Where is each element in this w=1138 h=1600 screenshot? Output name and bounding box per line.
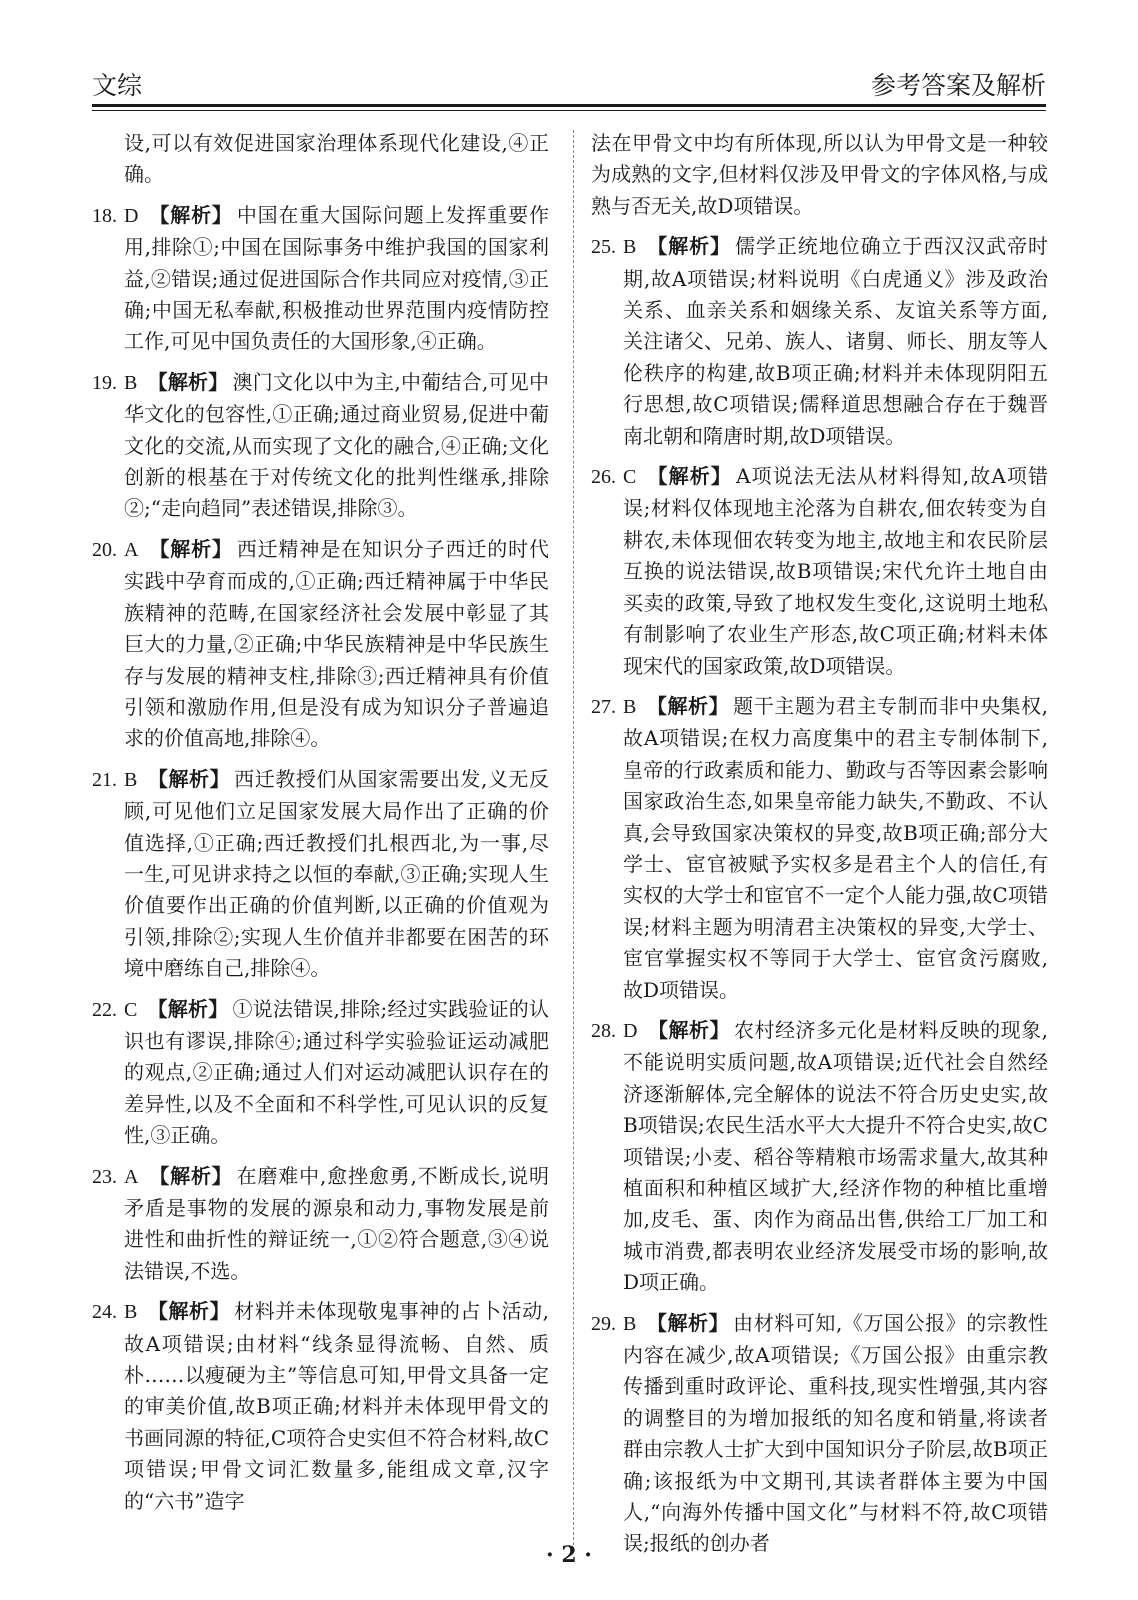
analysis-text: 农村经济多元化是材料反映的现象,不能说明实质问题,故A项错误;近代社会自然经济逐渐解体,完全解体的说法不符合历史史实,故B项错误;农民生活水平大大提升不符合史实,故C项错误;小麦、稻谷等精粮市场需求量大,故其种植面积和种植区域扩大,经济作物的种植比重增加,皮毛、蛋、肉作为商品出售,供给工厂加工和城市消费,都表明农业经济发展受市场的影响,故D项正确。 bbox=[623, 1017, 1048, 1295]
question-number: 22. bbox=[92, 998, 117, 1021]
analysis-tag: 【解析】 bbox=[147, 766, 231, 791]
answer-letter: D bbox=[124, 204, 139, 227]
analysis-text: 在磨难中,愈挫愈勇,不断成长,说明矛盾是事物的发展的源泉和动力,事物发展是前进性和曲折性的辩证统一,①②符合题意,③④说法错误,不选。 bbox=[124, 1163, 550, 1283]
continuation-text: 法在甲骨文中均有所体现,所以认为甲骨文是一种较为成熟的文字,但材料仅涉及甲骨文的字体风格,与成熟与否无关,故D项错误。 bbox=[591, 131, 1048, 218]
question-number: 21. bbox=[92, 768, 117, 791]
header-subject: 文综 bbox=[92, 71, 143, 100]
analysis-tag: 【解析】 bbox=[147, 369, 229, 394]
page-number: · 2 · bbox=[546, 1542, 592, 1568]
analysis-tag: 【解析】 bbox=[646, 464, 732, 489]
analysis-tag: 【解析】 bbox=[647, 1017, 730, 1042]
question-number: 20. bbox=[92, 538, 117, 561]
analysis-text: 儒学正统地位确立于西汉汉武帝时期,故A项错误;材料说明《白虎通义》涉及政治关系、血亲关系和姻缘关系、友谊关系等方面,关注诸父、兄弟、族人、诸舅、师长、朋友等人伦秩序的构建,故B项正确;材料并未体现阴阳五行思想,故C项错误;儒释道思想融合存在于魏晋南北朝和隋唐时期,故D项错误。 bbox=[623, 234, 1049, 448]
column-divider bbox=[573, 130, 574, 1550]
answer-item bbox=[92, 1161, 549, 1288]
question-number: 18. bbox=[92, 204, 117, 227]
answer-letter: C bbox=[124, 998, 138, 1021]
analysis-text: 题干主题为君主专制而非中央集权,故A项错误;在权力高度集中的君主专制体制下,皇帝的行政素质和能力、勤政与否等因素会影响国家政治生态,如果皇帝能力缺失,不勤政、不认真,会导致国家决策权的异变,故B项正确;部分大学士、宦官被赋予实权多是君主个人的信任,有实权的大学士和宦官不一定个人能力强,故C项错误;材料主题为明清君主决策权的异变,大学士、宦官掌握实权不等同于大学士、宦官贪污腐败,故D项错误。 bbox=[623, 693, 1049, 1002]
header-section-title: 参考答案及解析 bbox=[870, 71, 1046, 100]
question-number: 24. bbox=[92, 1301, 117, 1324]
answer-item bbox=[92, 534, 549, 755]
answer-item bbox=[92, 1296, 549, 1517]
answer-item bbox=[591, 1308, 1048, 1560]
answer-letter: B bbox=[124, 768, 138, 791]
answer-letter: B bbox=[623, 236, 637, 259]
answer-letter: B bbox=[623, 1312, 637, 1335]
header-rule-thin bbox=[92, 110, 1046, 111]
answer-item bbox=[92, 367, 549, 525]
analysis-text: A项说法无法从材料得知,故A项错误;材料仅体现地主沦落为自耕农,佃农转变为自耕农,未体现佃农转变为地主,故地主和农民阶层互换的说法错误,故B项错误;宋代允许土地自由买卖的政策,导致了地权发生变化,这说明土地私有制影响了农业生产形态,故C项正确;材料未体现宋代的国家政策,故D项错误。 bbox=[623, 464, 1049, 678]
question-number: 28. bbox=[591, 1019, 616, 1042]
header-rule-thick bbox=[92, 104, 1046, 107]
answer-item bbox=[591, 1015, 1048, 1299]
answer-letter: C bbox=[623, 466, 637, 489]
continuation-text: 设,可以有效促进国家治理体系现代化建设,④正确。 bbox=[124, 131, 549, 187]
answer-letter: B bbox=[124, 371, 138, 394]
page-header bbox=[92, 66, 1046, 102]
question-number: 25. bbox=[591, 236, 616, 259]
answer-letter: A bbox=[124, 1165, 139, 1188]
answer-item bbox=[591, 461, 1048, 682]
analysis-tag: 【解析】 bbox=[148, 1163, 233, 1188]
question-number: 23. bbox=[92, 1165, 117, 1188]
analysis-text: 材料并未体现敬鬼事神的占卜活动,故A项错误;由材料“线条显得流畅、自然、质朴……以瘦硬为主”等信息可知,甲骨文具备一定的审美价值,故B项正确;材料并未体现甲骨文的书画同源的特征,C项符合史实但不符合材料,故C项错误;甲骨文词汇数量多,能组成文章,汉字的“六书”造字 bbox=[124, 1299, 550, 1513]
right-column bbox=[591, 128, 1048, 1569]
answer-letter: B bbox=[623, 695, 637, 718]
analysis-tag: 【解析】 bbox=[147, 996, 229, 1021]
question-number: 27. bbox=[591, 695, 616, 718]
answer-item bbox=[591, 691, 1048, 1006]
analysis-tag: 【解析】 bbox=[147, 1299, 231, 1324]
answer-letter: A bbox=[124, 538, 139, 561]
analysis-tag: 【解析】 bbox=[646, 1310, 730, 1335]
answer-item bbox=[591, 231, 1048, 452]
answer-item bbox=[92, 764, 549, 985]
analysis-text: 西迁精神是在知识分子西迁的时代实践中孕育而成的,①正确;西迁精神属于中华民族精神的范畴,在国家经济社会发展中彰显了其巨大的力量,②正确;中华民族精神是中华民族生存与发展的精神支柱,排除③;西迁精神具有价值引领和激励作用,但是没有成为知识分子普遍追求的价值高地,排除④。 bbox=[124, 536, 550, 751]
analysis-text: 由材料可知,《万国公报》的宗教性内容在减少,故A项错误;《万国公报》由重宗教传播到重时政评论、重科技,现实性增强,其内容的调整目的为增加报纸的知名度和销量,将读者群由宗教人士扩大到中国知识分子阶层,故B项正确;该报纸为中文期刊,其读者群体主要为中国人,“向海外传播中国文化”与材料不符,故C项错误;报纸的创办者 bbox=[623, 1310, 1049, 1556]
analysis-text: 西迁教授们从国家需要出发,义无反顾,可见他们立足国家发展大局作出了正确的价值选择,①正确;西迁教授们扎根西北,为一事,尽一生,可见讲求持之以恒的奉献,③正确;实现人生价值要作出正确的价值判断,以正确的价值观为引领,排除②;实现人生价值并非都要在困苦的环境中磨练自己,排除④。 bbox=[124, 766, 550, 981]
question-number: 26. bbox=[591, 466, 616, 489]
analysis-text: 中国在重大国际问题上发挥重要作用,排除①;中国在国际事务中维护我国的国家利益,②错误;通过促进国际合作共同应对疫情,③正确;中国无私奉献,积极推动世界范围内疫情防控工作,可见中国负责任的大国形象,④正确。 bbox=[124, 202, 550, 354]
answer-letter: B bbox=[124, 1301, 138, 1324]
question-number: 29. bbox=[591, 1312, 616, 1335]
answer-letter: D bbox=[623, 1019, 638, 1042]
answer-item bbox=[92, 200, 549, 358]
analysis-tag: 【解析】 bbox=[646, 234, 731, 259]
answer-item bbox=[92, 994, 549, 1152]
question-number: 19. bbox=[92, 371, 117, 394]
analysis-tag: 【解析】 bbox=[148, 536, 233, 561]
analysis-text: 澳门文化以中为主,中葡结合,可见中华文化的包容性,①正确;通过商业贸易,促进中葡文化的交流,从而实现了文化的融合,④正确;文化创新的根基在于对传统文化的批判性继承,排除②;“走向趋同”表述错误,排除③。 bbox=[124, 369, 550, 521]
left-column bbox=[92, 128, 549, 1526]
analysis-text: ①说法错误,排除;经过实践验证的认识也有谬误,排除④;通过科学实验验证运动减肥的观点,②正确;通过人们对运动减肥认识存在的差异性,以及不全面和不科学性,可见认识的反复性,③正确。 bbox=[124, 996, 549, 1148]
analysis-tag: 【解析】 bbox=[646, 693, 730, 718]
analysis-tag: 【解析】 bbox=[148, 202, 233, 227]
